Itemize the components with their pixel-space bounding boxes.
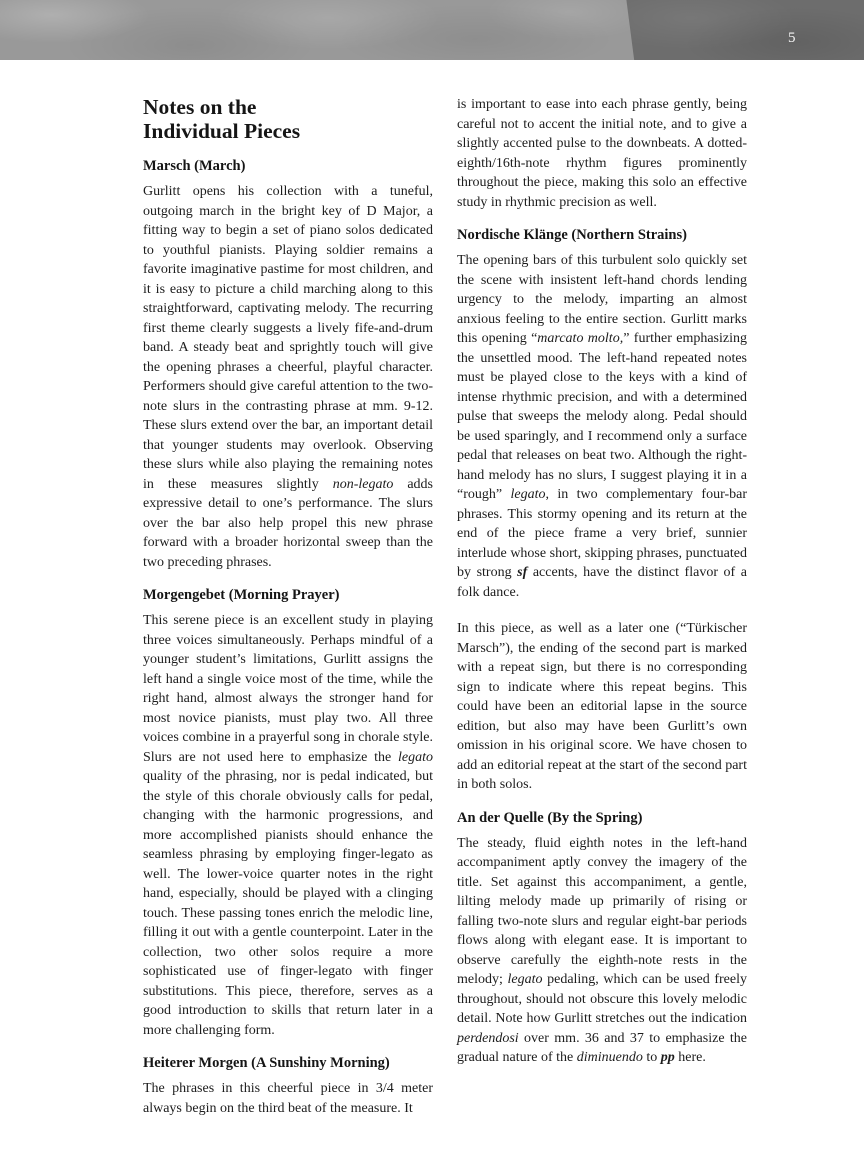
paragraph-marsch: Gurlitt opens his collection with a tuneful, outgoing march in the bright key of D Major, a fitting way to begin a set of piano solos dedicated to youthful pianists. Playing soldier remains a favorite imaginative pastime for most children, and it is easy to picture a child marching along to this straightforward, captivating melody. The recurring first theme clearly suggests a lively fife-and-drum band. A steady beat and sprightly touch will give the opening phrases a cheerful, playful character. Performers should give careful attention to the two-note slurs in the contrasting phrase at mm. 9-12. These slurs extend over the bar, an important detail that younger students may overlook. Observing these slurs while also playing the remaining notes in these measures slightly non-legato adds expressive detail to one’s performance. The slurs over the bar also help propel this new phrase forward with a broader horizontal sweep than the two preceding phrases.: [143, 184, 433, 570]
page-content: [0, 60, 864, 1118]
section-heading-nordische-klaenge: Nordische Klänge (Northern Strains): [457, 227, 687, 243]
page-title-line2: Individual Pieces: [143, 119, 301, 143]
paragraph-heiterer-morgen: The phrases in this cheerful piece in 3/4 meter always begin on the third beat of the measure. It: [143, 1081, 433, 1116]
right-column: [457, 95, 747, 1118]
section-heading-an-der-quelle: An der Quelle (By the Spring): [457, 809, 643, 826]
section-heading-morgengebet: Morgengebet (Morning Prayer): [143, 587, 340, 603]
paragraph-heiterer-morgen-continued: is important to ease into each phrase gently, being careful not to accent the initial note, and to give a slightly accented pulse to the downbeats. A dotted-eighth/16th-note rhythm figures prominently throughout the piece, making this solo an effective study in rhythmic precision as well.: [457, 97, 747, 210]
section-heading-heiterer-morgen: Heiterer Morgen (A Sunshiny Morning): [143, 1055, 390, 1071]
left-column: [143, 95, 433, 1118]
paragraph-nordische-klaenge-1: The opening bars of this turbulent solo quickly set the scene with insistent left-hand chords lending urgency to the melody, imparting an almost anxious feeling to the entire section. Gurlitt marks this opening “marcato molto,” further emphasizing the unsettled mood. The left-hand repeated notes must be played close to the keys with a kind of intense rhythmic precision, and with a determined pulse that sweeps the melody along. Pedal should be used sparingly, and I recommend only a surface pedal that releases on beat two. Although the right-hand melody has no slurs, I suggest playing it in a “rough” legato, in two complementary four-bar phrases. This stormy opening and its return at the end of the piece frame a very brief, sunnier interlude whose short, skipping phrases, punctuated by strong sf accents, have the distinct flavor of a folk dance.: [457, 253, 748, 600]
paragraph-an-der-quelle: The steady, fluid eighth notes in the left-hand accompaniment aptly convey the imagery of the title. Set against this accompaniment, a gentle, lilting melody made up primarily of rising or falling two-note slurs and regular eight-bar periods flows along with elegant ease. It is important to observe carefully the eighth-note rests in the melody; legato pedaling, which can be used freely throughout, should not obscure this lovely melodic detail. Note how Gurlitt stretches out the indication perdendosi over mm. 36 and 37 to emphasize the gradual nature of the diminuendo to pp here.: [457, 835, 747, 1065]
section-heading-marsch: Marsch (March): [143, 158, 246, 174]
page-number: 5: [788, 30, 796, 46]
header-band: [0, 0, 864, 60]
header-dark-corner: [0, 0, 864, 60]
paragraph-nordische-klaenge-2: In this piece, as well as a later one (“Türkischer Marsch”), the ending of the second part is marked with a repeat sign, but there is no corresponding sign to indicate where this repeat begins. This could have been an editorial lapse in the source edition, but also may have been Gurlitt’s own omission in his original score. We have chosen to add an editorial repeat at the start of the second part in both solos.: [457, 621, 747, 792]
paragraph-morgengebet: This serene piece is an excellent study in playing three voices simultaneously. Perhaps mindful of a younger student’s limitations, Gurlitt assigns the left hand a single voice most of the time, while the right hand, almost always the stronger hand for most novice pianists, must play two. All three voices combine in a prayerful song in chorale style. Slurs are not used here to emphasize the legato quality of the phrasing, nor is pedal indicated, but the style of this chorale obviously calls for pedal, changing with the harmonic progressions, and more accomplished pianists should enhance the seamless phrasing by employing finger-legato as well. The lower-voice quarter notes in the right hand, especially, should be played with a clinging touch. These passing tones enrich the melodic line, filling it out with a gentle counterpoint. Later in the collection, two other solos require a more sophisticated use of finger-legato with finger substitutions. This piece, therefore, serves as a good introduction to skills that return later in a more challenging form.: [143, 613, 433, 1038]
page-title: [143, 95, 433, 143]
page-title-line1: Notes on the: [143, 95, 257, 119]
